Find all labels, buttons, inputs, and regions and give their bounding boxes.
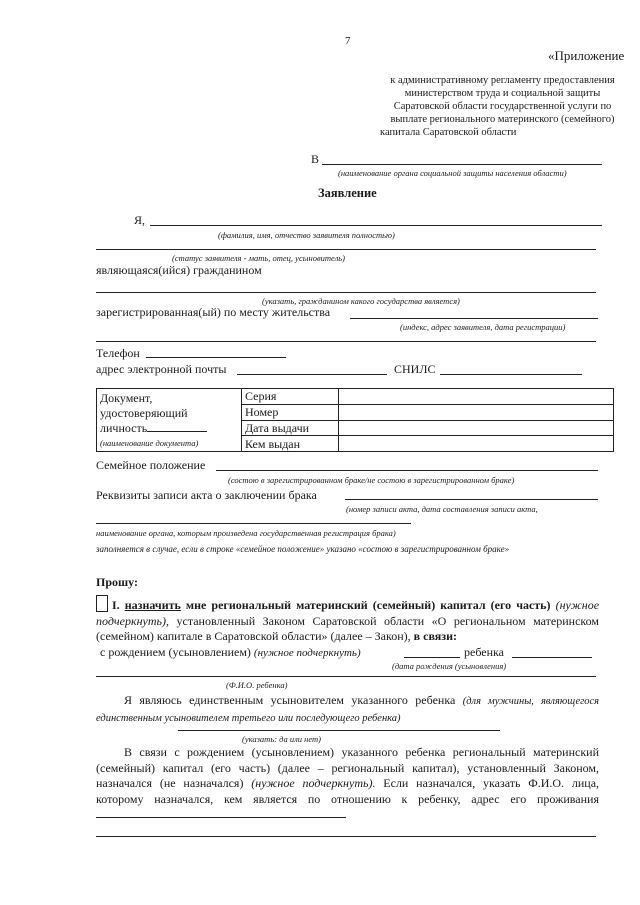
birth-line [100, 645, 361, 660]
marriage-act-note: (номер записи акта, дата составления записи акта, [346, 504, 538, 514]
adopter-text: Я являюсь единственным усыновителем указанного ребенка [124, 693, 456, 707]
adopter-field[interactable] [178, 730, 500, 731]
child-label: ребенка [464, 645, 504, 659]
request-item-paragraph [96, 595, 599, 645]
birth-label: с рождением (усыновлением) [100, 645, 251, 659]
child-name-note: (Ф.И.О. ребенка) [226, 680, 288, 690]
recipient-field-2[interactable] [96, 836, 596, 837]
birth-order-field[interactable] [404, 657, 460, 658]
marriage-organ-note: наименование органа, которым произведена государственная регистрация брака) [96, 528, 396, 538]
item-bold: мне региональный материнский (семейный) капитал [185, 598, 486, 612]
document-name-note: (наименование документа) [100, 438, 199, 448]
adopter-paragraph [96, 693, 599, 726]
row-label: Серия [242, 389, 339, 405]
item-text: , установленный Законом Саратовской области «О региональном материнском (семейном) капитале в Саратовской области» (далее – Закон), [96, 613, 599, 643]
applicant-name-field[interactable] [150, 225, 602, 226]
document-name-field[interactable] [147, 431, 207, 432]
para-text: В связи с рождением (усыновлением) указанного ребенка региональный материнский (семейный) капитал (его часть) (далее – региональный капитал), установленный Законом, назначался (не назначался) [96, 745, 599, 790]
para-hint: (нужное подчеркнуть). [251, 776, 376, 790]
document-label-cell [97, 389, 242, 452]
citizenship-label: являющаяся(ийся) гражданином [96, 263, 262, 277]
row-label: Кем выдан [242, 436, 339, 452]
previous-capital-paragraph [96, 745, 599, 823]
phone-label: Телефон [96, 346, 140, 360]
para-text2: Если назначался, указать Ф.И.О. лица, которому назначался, кем является по отношению к ребенку, адрес его проживания [96, 776, 600, 806]
issue-date-field[interactable] [339, 420, 614, 436]
document-label-line: Документ, [100, 391, 153, 405]
family-field[interactable] [216, 470, 598, 471]
applicant-prefix: Я, [134, 213, 146, 227]
appendix-line: выплате регионального материнского (семейного) [390, 114, 615, 125]
phone-field[interactable] [146, 357, 286, 358]
citizenship-note: (указать, гражданином какого государства является) [262, 296, 460, 306]
email-field[interactable] [237, 374, 387, 375]
appendix-line: капитала Саратовской области [380, 127, 517, 138]
page-title: Заявление [318, 186, 377, 200]
item-number: I. [112, 598, 120, 612]
status-note: (статус заявителя - мать, отец, усыновитель) [172, 253, 345, 263]
adopter-note: (для мужчины, являющегося единственным усыновителем третьего или последующего ребенка) [96, 696, 599, 724]
registration-label: зарегистрированная(ый) по месту жительства [96, 305, 331, 319]
to-note: (наименование органа социальной защиты населения области) [338, 168, 567, 178]
marriage-act-field[interactable] [345, 499, 598, 500]
appendix-line: Саратовской области государственной услуги по [393, 101, 612, 112]
issued-by-field[interactable] [339, 436, 614, 452]
birth-date-field[interactable] [512, 657, 592, 658]
item-end: в связи: [413, 629, 458, 643]
family-note: (состою в зарегистрированном браке/не состою в зарегистрированном браке) [228, 475, 515, 485]
birth-date-note: (дата рождения (усыновления) [392, 661, 507, 671]
appendix-line: министерством труда и социальной защиты [404, 88, 601, 99]
email-label: адрес электронной почты [96, 362, 227, 376]
registration-note: (индекс, адрес заявителя, дата регистрации) [400, 322, 566, 332]
citizenship-field[interactable] [96, 292, 596, 293]
family-label: Семейное положение [96, 458, 206, 472]
row-label: Номер [242, 404, 339, 420]
item-hint: (нужное подчеркнуть) [96, 598, 600, 628]
marriage-act-label: Реквизиты записи акта о заключении брака [96, 488, 317, 502]
row-label: Дата выдачи [242, 420, 339, 436]
to-prefix: В [311, 152, 320, 166]
series-field[interactable] [339, 389, 614, 405]
page-number: 7 [345, 35, 351, 47]
appendix-line: к административному регламенту предоставления [390, 75, 615, 86]
identity-document-table [96, 388, 614, 452]
item-verb: назначить [124, 598, 181, 612]
document-label-text: личность [100, 421, 148, 435]
document-label-line: удостоверяющий [100, 406, 188, 420]
birth-hint: (нужное подчеркнуть) [253, 647, 361, 659]
to-field[interactable] [322, 164, 602, 165]
name-note: (фамилия, имя, отчество заявителя полностью) [218, 230, 395, 240]
document-label-line [100, 421, 238, 436]
appendix-title: «Приложение [548, 48, 625, 63]
yes-no-note: (указать: да или нет) [242, 734, 321, 744]
family-footnote: заполняется в случае, если в строке «семейное положение» указано «состою в зарегистрированном браке» [96, 544, 510, 554]
request-checkbox[interactable] [96, 595, 108, 612]
number-field[interactable] [339, 404, 614, 420]
request-label: Прошу: [96, 575, 138, 589]
recipient-field[interactable] [96, 807, 346, 818]
snils-label: СНИЛС [394, 362, 436, 376]
registration-field[interactable] [350, 318, 598, 319]
appendix-text [380, 74, 625, 139]
registration-field-2[interactable] [96, 341, 596, 342]
snils-field[interactable] [440, 374, 582, 375]
child-name-field[interactable] [96, 676, 596, 677]
marriage-organ-field[interactable] [96, 523, 411, 524]
applicant-status-field[interactable] [96, 249, 596, 250]
item-paren: (его часть) [490, 598, 551, 612]
